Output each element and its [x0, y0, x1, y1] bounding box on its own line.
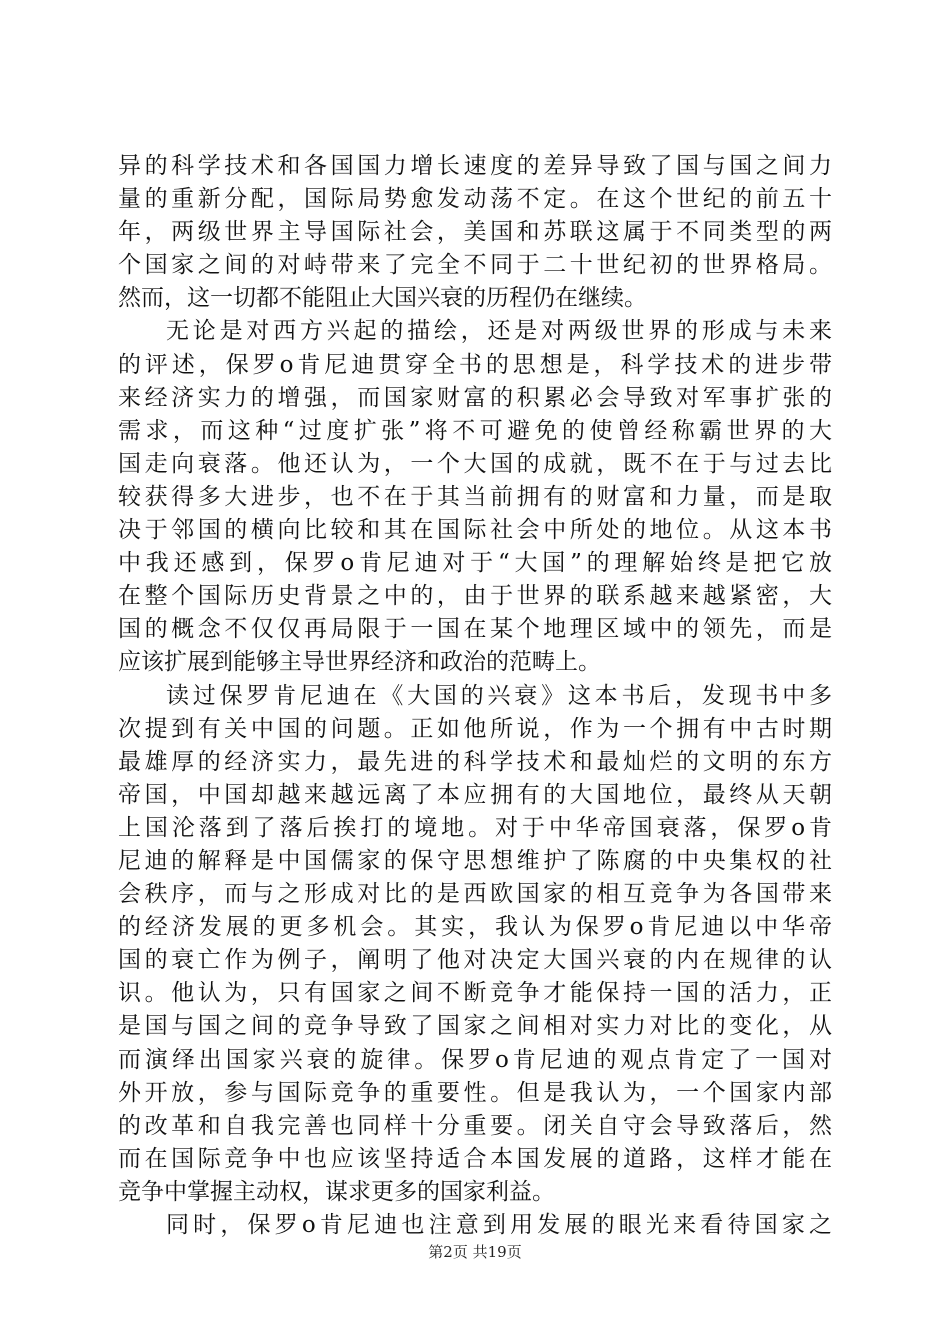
- text-line: 量的重新分配，国际局势愈发动荡不定。在这个世纪的前五十: [118, 186, 832, 213]
- paragraph-first-line: 读过保罗肯尼迪在《大国的兴衰》这本书后，发现书中多: [166, 682, 832, 709]
- text-line: 国的衰亡作为例子，阐明了他对决定大国兴衰的内在规律的认: [118, 947, 832, 974]
- paragraph-first-line: 同时，保罗o肯尼迪也注意到用发展的眼光来看待国家之: [166, 1212, 832, 1238]
- text-line: 较获得多大进步，也不在于其当前拥有的财富和力量，而是取: [118, 483, 832, 510]
- text-line: 上国沦落到了落后挨打的境地。对于中华帝国衰落，保罗o肯: [118, 814, 832, 841]
- page-number-footer: 第2页 共19页: [428, 1243, 522, 1261]
- text-line: 帝国，中国却越来越远离了本应拥有的大国地位，最终从天朝: [118, 781, 832, 808]
- text-line: 个国家之间的对峙带来了完全不同于二十世纪初的世界格局。: [118, 252, 832, 279]
- text-line: 的评述，保罗o肯尼迪贯穿全书的思想是，科学技术的进步带: [118, 351, 832, 378]
- text-line: 来经济实力的增强，而国家财富的积累必会导致对军事扩张的: [118, 384, 832, 411]
- text-line: 是国与国之间的竞争导致了国家之间相对实力对比的变化，从: [118, 1013, 832, 1040]
- text-line: 最雄厚的经济实力，最先进的科学技术和最灿烂的文明的东方: [118, 748, 832, 775]
- body-text: [118, 150, 832, 1242]
- text-line: 的经济发展的更多机会。其实，我认为保罗o肯尼迪以中华帝: [118, 914, 832, 941]
- text-line: 尼迪的解释是中国儒家的保守思想维护了陈腐的中央集权的社: [118, 847, 832, 874]
- text-line: 应该扩展到能够主导世界经济和政治的范畴上。: [118, 649, 601, 676]
- text-line: 需求，而这种“过度扩张”将不可避免的使曾经称霸世界的大: [118, 417, 832, 444]
- text-line: 然而，这一切都不能阻止大国兴衰的历程仍在继续。: [118, 285, 647, 312]
- text-line: 外开放，参与国际竞争的重要性。但是我认为，一个国家内部: [118, 1079, 832, 1106]
- text-line: 而在国际竞争中也应该坚持适合本国发展的道路，这样才能在: [118, 1145, 832, 1172]
- text-line: 在整个国际历史背景之中的，由于世界的联系越来越紧密，大: [118, 583, 832, 610]
- text-line: 识。他认为，只有国家之间不断竞争才能保持一国的活力，正: [118, 980, 832, 1007]
- text-line: 中我还感到，保罗o肯尼迪对于“大国”的理解始终是把它放: [118, 550, 832, 577]
- text-line: 决于邻国的横向比较和其在国际社会中所处的地位。从这本书: [118, 517, 832, 544]
- text-line: 会秩序，而与之形成对比的是西欧国家的相互竞争为各国带来: [118, 881, 832, 908]
- text-line: 竞争中掌握主动权，谋求更多的国家利益。: [118, 1178, 555, 1205]
- text-line: 国走向衰落。他还认为，一个大国的成就，既不在于与过去比: [118, 450, 832, 477]
- text-line: 异的科学技术和各国国力增长速度的差异导致了国与国之间力: [118, 153, 832, 179]
- text-line: 国的概念不仅仅再局限于一国在某个地理区域中的领先，而是: [118, 616, 832, 643]
- paragraph-first-line: 无论是对西方兴起的描绘，还是对两级世界的形成与未来: [166, 318, 832, 345]
- text-line: 年，两级世界主导国际社会，美国和苏联这属于不同类型的两: [118, 219, 832, 246]
- text-line: 的改革和自我完善也同样十分重要。闭关自守会导致落后，然: [118, 1112, 832, 1139]
- text-line: 而演绎出国家兴衰的旋律。保罗o肯尼迪的观点肯定了一国对: [118, 1046, 832, 1073]
- text-line: 次提到有关中国的问题。正如他所说，作为一个拥有中古时期: [118, 715, 832, 742]
